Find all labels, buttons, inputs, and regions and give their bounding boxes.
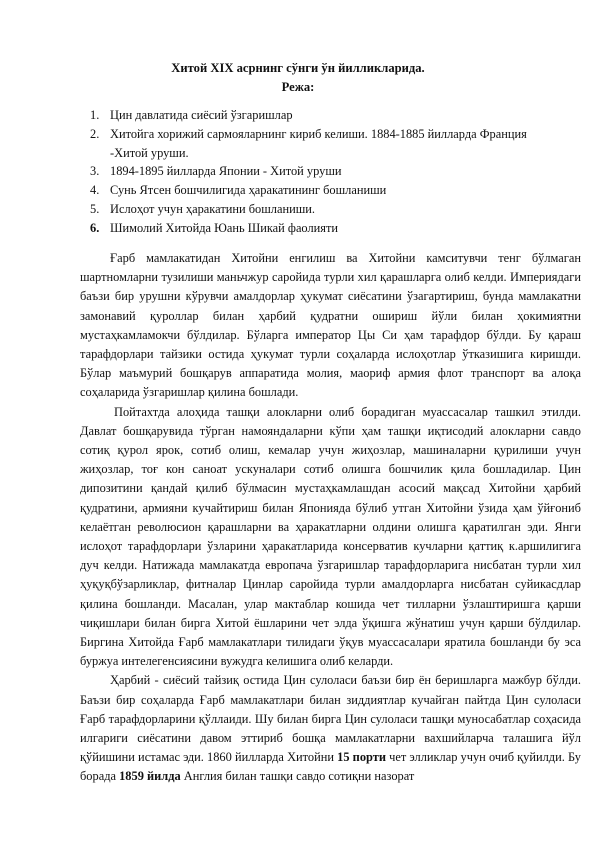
paragraph-text: Ҳарбий - сиёсий тайзиқ остида Цин сулоласи баъзи бир ён беришларга мажбур бўлди. Баъзи бир соҳаларда Ғарб мамлакатлари билан зиддиятлар кучайган пайтда Цин сулоласи Ғарб тарафдорларини қўллаиди. Шу билан бирга Цин сулоласи ташқи муносабатлар соҳасида илгариги сиёсатини давом эттириб бошқа мамлакатларни вахшийларча талашига йўл қўйишини истамас эди. 1860 йилларда Хитойни: [80, 673, 581, 765]
plan-item-number: 3.: [90, 164, 100, 179]
plan-item-text: Цин давлатида сиёсий ўзгаришлар: [110, 108, 293, 122]
paragraph: Пойтахтда алоҳида ташқи алокларни олиб борадиган муассасалар ташкил этилди. Давлат бошқарувида тўрган намояндаларни кўпи ҳам ташқи иқтисодий алокларни савдо сотиқ қурол ярок, сотиб олиш, кемалар учун жиҳозлар, машиналарни қурилиши учун жиҳозлар, тоғ кон саноат ускуналари сотиб олишга бошчилик қила бошладилар. Цин дипозитини қандай қилиб бўлмасин мустаҳкамлашдан асосий мақсад Хитойни ҳарбий қудратини, армияни кучайтириш билан Японияда бўлиб утган Хитойни ўзида ҳам ўйғониб келаётган революсион қарашларни ва ҳаракатларни олдини олишга қаратилган эди. Янги ислоҳот тарафдорлари ўзларини ҳаракатларида консерватив кучларни қаттиқ к.аршилигига дуч келди. Натижада мамлакатда европача ўзгаришлар тарафдорларига нисбатан турли хил ҳуқуқбўзарликлар, фитналар Цинлар саройида турли амалдорларга нисбатан суйикасдлар қилина бошланди. Масалан, улар мактаблар кошида чет тилларни ўзлаштиришга қарши чиқишлари билан бирга Хитой ёшларини чет элда ўқишга жўнатиш учун қарши бўлдилар. Биргина Хитойда Ғарб мамлакатлари тилидаги ўқув муассасалари яратила бошланди бу эса буржуа интелегенсиясини вужудга келишига олиб келарди.: [80, 404, 581, 669]
paragraph-text: Англия билан ташқи савдо сотиқни назорат: [180, 769, 415, 784]
plan-list: [90, 106, 550, 238]
plan-heading: Режа:: [281, 80, 315, 94]
plan-item: [90, 125, 550, 163]
plan-item: [90, 219, 550, 238]
plan-item-text: Ислоҳот учун ҳаракатини бошланиши.: [110, 201, 315, 216]
document-title: Хитой XIX асрнинг сўнги ўн йилликларида.: [171, 61, 425, 75]
paragraph-text: чет элликлар учун очиб қуйилди. Бу борада: [80, 750, 581, 784]
bold-phrase: 1859 йилда: [119, 769, 181, 784]
plan-item: [90, 162, 550, 181]
plan-item-number: 1.: [90, 108, 100, 122]
plan-item-number: 6.: [90, 220, 100, 235]
plan-item: [90, 181, 550, 200]
plan-item-text: Шимолий Хитойда Юань Шикай фаолияти: [110, 220, 339, 235]
plan-item-text: 1894-1895 йилларда Японии - Хитой уруши: [110, 164, 342, 179]
plan-item: [90, 200, 550, 219]
plan-item-number: 4.: [90, 183, 100, 198]
plan-item-text: Сунь Ятсен бошчилигида ҳаракатининг бошланиши: [110, 183, 387, 198]
bold-phrase: 15 порти: [337, 750, 386, 765]
plan-item: [90, 106, 550, 125]
paragraph: Ғарб мамлакатидан Хитойни енгилиш ва Хитойни камситувчи тенг бўлмаган шартномларни тузилиши маньчжур саройида турли хил қарашларга олиб келди. Империядаги баъзи бир урушни кўрувчи амалдорлар ҳукумат сиёсатини ўзагартириш, бунда мамлакатни замонавий қуроллар билан ҳарбий қудратни ошириш йўли билан ҳокимиятни мустаҳкамламокчи бўлдилар. Бўларга император Цы Си ҳам тарафдор бўлди. Бу қараш тарафдорлари тайзики остида ҳукумат турли соҳаларда ислоҳотлар ўтказишига киришди. Бўлар маъмурий бошқарув аппаратида молия, маориф армия флот транспорт ва алоқа соҳаларида ўзгаришлар қилина бошлади.: [80, 251, 581, 400]
plan-item-text: Хитойга хорижий сармояларнинг кириб келиши. 1884-1885 йилларда Франция -Хитой уруши.: [110, 126, 527, 160]
plan-item-number: 2.: [90, 126, 100, 141]
plan-item-number: 5.: [90, 201, 100, 216]
body-text: [80, 249, 581, 787]
paragraph: [80, 671, 581, 786]
